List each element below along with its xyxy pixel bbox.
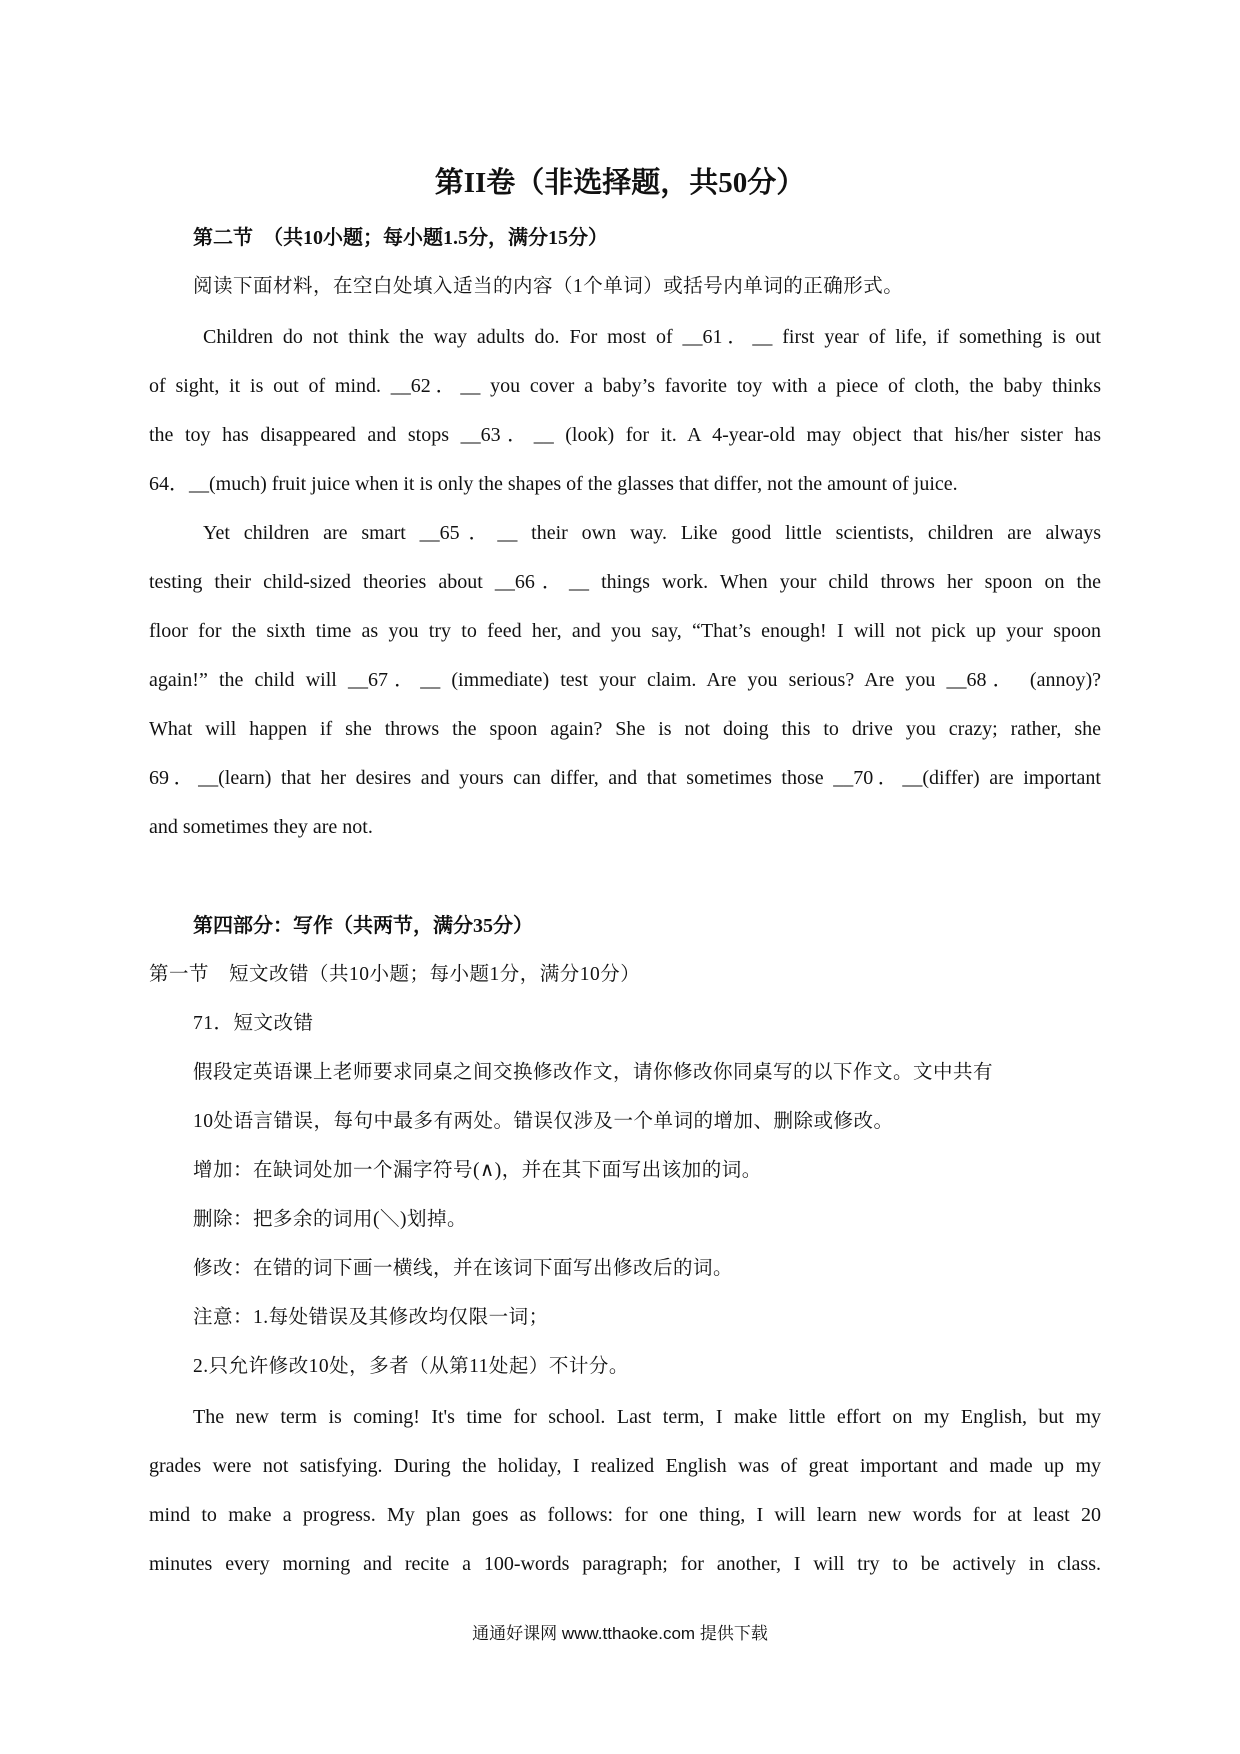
question-71-label: 71．短文改错	[193, 1013, 314, 1034]
instruction-line: 假段定英语课上老师要求同桌之间交换修改作文，请你修改你同桌写的以下作文。文中共有	[193, 1062, 994, 1083]
instruction-line: 10处语言错误，每句中最多有两处。错误仅涉及一个单词的增加、删除或修改。	[193, 1111, 894, 1132]
essay-line: mind to make a progress. My plan goes as follows: for one thing, I will learn new words for at least 20	[149, 1504, 1101, 1526]
instruction-line: 删除：把多余的词用(＼)划掉。	[193, 1209, 467, 1230]
part4-section1-heading: 第一节 短文改错（共10小题；每小题1分，满分10分）	[149, 964, 641, 985]
instruction-line: 增加：在缺词处加一个漏字符号(∧)，并在其下面写出该加的词。	[193, 1160, 762, 1181]
passage-line: testing their child-sized theories about __66．__ things work. When your child throws her spoon on the	[149, 571, 1101, 593]
passage-line: again!” the child will __67．__ (immediate) test your claim. Are you serious? Are you __68． (annoy)?	[149, 669, 1101, 691]
section2-instruction: 阅读下面材料，在空白处填入适当的内容（1个单词）或括号内单词的正确形式。	[193, 276, 904, 297]
passage-line: of sight, it is out of mind. __62．__ you cover a baby’s favorite toy with a piece of cloth, the baby thinks	[149, 375, 1101, 397]
footer-source: 通通好课网 www.tthaoke.com 提供下载	[472, 1624, 768, 1643]
passage-line: and sometimes they are not.	[149, 816, 373, 838]
passage-line: the toy has disappeared and stops __63．__ (look) for it. A 4-year-old may object that his/her sister has	[149, 424, 1101, 446]
essay-line: minutes every morning and recite a 100-words paragraph; for another, I will try to be actively in class.	[149, 1553, 1101, 1575]
part4-heading: 第四部分：写作（共两节，满分35分）	[193, 915, 533, 937]
passage-line: floor for the sixth time as you try to feed her, and you say, “That’s enough! I will not pick up your spoon	[149, 620, 1101, 642]
passage-line: 64．__(much) fruit juice when it is only the shapes of the glasses that differ, not the amount of juice.	[149, 473, 958, 495]
instruction-line: 修改：在错的词下画一横线，并在该词下面写出修改后的词。	[193, 1258, 734, 1279]
passage-line: 69．__(learn) that her desires and yours can differ, and that sometimes those __70．__(differ) are important	[149, 767, 1101, 789]
essay-line: grades were not satisfying. During the holiday, I realized English was of great important and made up my	[149, 1455, 1101, 1477]
passage-line: What will happen if she throws the spoon again? She is not doing this to drive you crazy; rather, she	[149, 718, 1101, 740]
passage-line: Children do not think the way adults do. For most of __61．__ first year of life, if something is out	[203, 326, 1101, 348]
passage-line: Yet children are smart __65．__ their own way. Like good little scientists, children are always	[203, 522, 1101, 544]
section2-heading: 第二节 （共10小题；每小题1.5分，满分15分）	[193, 227, 608, 249]
essay-line: The new term is coming! It's time for school. Last term, I make little effort on my English, but my	[193, 1406, 1101, 1428]
instruction-line: 2.只允许修改10处，多者（从第11处起）不计分。	[193, 1356, 629, 1377]
instruction-line: 注意：1.每处错误及其修改均仅限一词；	[193, 1307, 549, 1328]
page-title: 第II卷（非选择题，共50分）	[434, 167, 806, 199]
